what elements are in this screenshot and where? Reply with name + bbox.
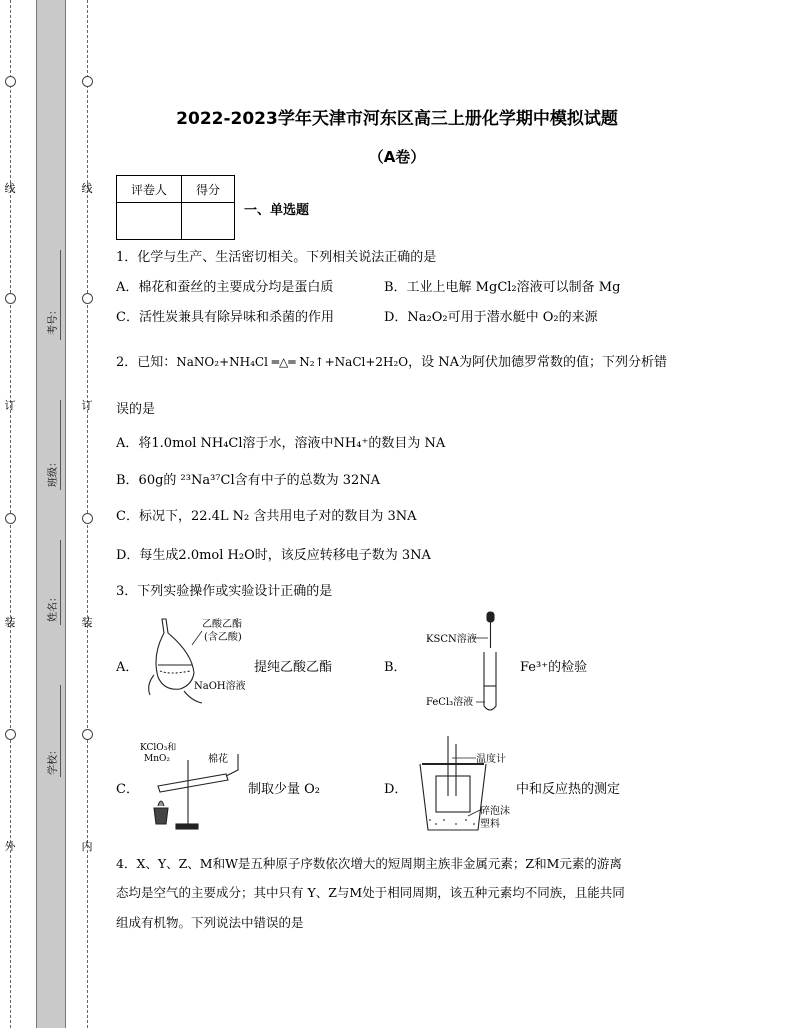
q1-option-d[interactable]: D．Na₂O₂可用于潜水艇中 O₂的来源 [384, 310, 598, 325]
margin-hole [82, 293, 93, 304]
margin-hole [5, 729, 16, 740]
score-table [116, 175, 235, 240]
q3-option-d-letter[interactable]: D． [384, 782, 408, 797]
question-2-stem [116, 351, 667, 370]
q3-option-b-letter[interactable]: B． [384, 660, 407, 675]
grader-cell [117, 203, 182, 240]
margin-char-outer: 订 [4, 399, 16, 412]
question-4-line3: 组成有机物。下列说法中错误的是 [116, 915, 304, 930]
fig-c-label-top2: MnO₂ [144, 754, 170, 764]
dropper-bulb [487, 612, 494, 622]
q2-stem-prefix: 2．已知： [116, 355, 177, 370]
fig-b-label-top: KSCN溶液 [426, 634, 477, 645]
margin-hole [5, 293, 16, 304]
fig-b-label-bottom: FeCl₃溶液 [426, 697, 474, 708]
calorimeter-figure [416, 734, 520, 834]
tube [158, 774, 228, 792]
q2-option-d[interactable]: D．每生成2.0mol H₂O时，该反应转移电子数为 3NA [116, 548, 431, 563]
q2-equation: NaNO₂+NH₄Cl ═△═ N₂↑+NaCl+2H₂O [176, 355, 409, 369]
margin-char-outer: 外 [4, 840, 16, 853]
q1-option-c[interactable]: C．活性炭兼具有除异味和杀菌的作用 [116, 310, 334, 325]
funnel-body [156, 619, 194, 689]
margin-hole [82, 513, 93, 524]
q2-stem-suffix: ，设 NA为阿伏加德罗常数的值；下列分析错 [408, 355, 668, 370]
q3-option-c-text: 制取少量 O₂ [248, 782, 321, 797]
margin-hole [82, 729, 93, 740]
inner-beaker [436, 776, 470, 812]
fig-d-label-top: 温度计 [476, 754, 506, 765]
page-subtitle: （A卷） [368, 148, 426, 166]
margin-hole [5, 513, 16, 524]
fig-c-label-top1: KClO₃和 [140, 743, 177, 753]
margin-hole [82, 76, 93, 87]
page-title: 2022-2023学年天津市河东区高三上册化学期中模拟试题 [176, 109, 618, 129]
test-tube-figure [424, 610, 524, 715]
fig-d-label-mid: 碎泡沫 [480, 806, 510, 817]
school-label: 学校： [48, 745, 59, 775]
exam-number-underline [60, 250, 61, 340]
question-1-stem: 1．化学与生产、生活密切相关。下列相关说法正确的是 [116, 250, 437, 265]
q3-option-b-text: Fe³⁺的检验 [520, 660, 588, 675]
q1-option-b[interactable]: B．工业上电解 MgCl₂溶液可以制备 Mg [384, 280, 621, 295]
margin-char-inner: 线 [81, 182, 93, 195]
burner [154, 808, 168, 824]
margin-char-inner: 内 [81, 840, 93, 853]
q3-option-a-text: 提纯乙酸乙酯 [254, 660, 333, 675]
margin-hole [5, 76, 16, 87]
fig-c-label-right: 棉花 [208, 754, 228, 765]
school-underline [60, 685, 61, 777]
exam-number-label: 考号： [48, 305, 59, 335]
question-4-line1: 4．X、Y、Z、M和W是五种原子序数依次增大的短周期主族非金属元素；Z和M元素的游离 [116, 856, 622, 871]
grader-header: 评卷人 [117, 176, 182, 203]
q3-option-d-text: 中和反应热的测定 [516, 782, 621, 797]
test-tube [484, 652, 496, 710]
stand-base [176, 824, 198, 829]
score-cell [182, 203, 235, 240]
name-label: 姓名： [48, 592, 59, 622]
fig-d-label-bottom: 塑料 [480, 819, 500, 830]
binding-strip [36, 0, 66, 1028]
q1-option-a[interactable]: A．棉花和蚕丝的主要成分均是蛋白质 [116, 280, 334, 295]
question-3-stem: 3．下列实验操作或实验设计正确的是 [116, 584, 333, 599]
margin-char-inner: 装 [81, 616, 93, 629]
q2-option-b[interactable]: B．60g的 ²³Na³⁷Cl含有中子的总数为 32NA [116, 473, 381, 488]
separatory-funnel-figure [140, 615, 252, 707]
fig-a-label-bottom: NaOH溶液 [194, 681, 246, 692]
name-underline [60, 540, 61, 625]
question-4-line2: 态均是空气的主要成分；其中只有 Y、Z与M处于相同周期，该五种元素均不同族，且能共同 [116, 885, 625, 900]
q3-option-a-letter[interactable]: A． [116, 660, 139, 675]
margin-char-outer: 装 [4, 616, 16, 629]
margin-char-inner: 订 [81, 399, 93, 412]
oxygen-apparatus-figure [138, 740, 250, 832]
score-header: 得分 [182, 176, 235, 203]
q3-option-c-letter[interactable]: C． [116, 782, 139, 797]
question-2-stem-line2: 误的是 [116, 402, 156, 417]
fig-a-label-mid: (含乙酸) [204, 632, 242, 643]
margin-char-outer: 线 [4, 182, 16, 195]
fig-a-label-top: 乙酸乙酯 [202, 619, 242, 630]
class-label: 班级： [48, 457, 59, 487]
q2-option-a[interactable]: A．将1.0mol NH₄Cl溶于水，溶液中NH₄⁺的数目为 NA [116, 436, 446, 451]
section-title: 一、单选题 [244, 203, 310, 218]
class-underline [60, 400, 61, 490]
q2-option-c[interactable]: C．标况下，22.4L N₂ 含共用电子对的数目为 3NA [116, 509, 417, 524]
